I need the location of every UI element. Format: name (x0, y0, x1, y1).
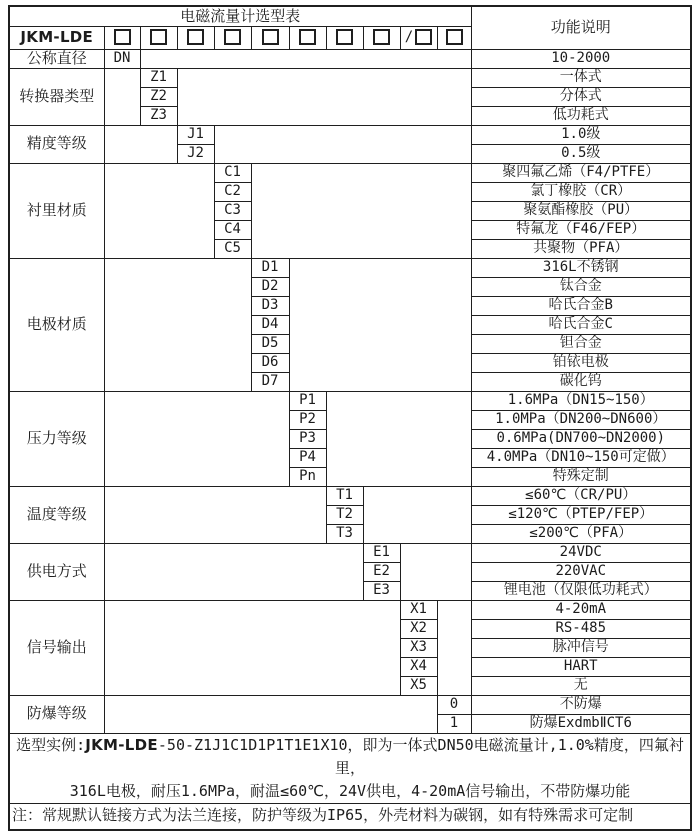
spacer-cell (437, 600, 471, 695)
model-code: JKM-LDE (9, 26, 104, 49)
option-desc: 1.0MPa（DN200~DN600） (471, 410, 691, 429)
option-code: C1 (214, 163, 251, 182)
spacer-cell (104, 258, 251, 391)
spacer-cell (104, 68, 140, 125)
category-label-lining: 衬里材质 (9, 163, 104, 258)
spacer-cell (104, 125, 177, 163)
option-desc: ≤200℃（PFA） (471, 524, 691, 543)
option-code: C5 (214, 239, 251, 258)
slash-separator: / (404, 29, 414, 46)
category-label-signal: 信号输出 (9, 600, 104, 695)
spacer-cell (363, 486, 471, 543)
option-code: 1 (437, 714, 471, 733)
option-desc: 钛合金 (471, 277, 691, 296)
option-code: Z1 (140, 68, 177, 87)
table-title: 电磁流量计选型表 (9, 6, 471, 26)
option-code: E2 (363, 562, 400, 581)
option-code: X3 (400, 638, 437, 657)
flowmeter-selection-table (8, 5, 692, 831)
option-desc: 无 (471, 676, 691, 695)
option-desc: 不防爆 (471, 695, 691, 714)
checkbox-pressure[interactable] (299, 29, 316, 45)
option-desc: 氯丁橡胶（CR） (471, 182, 691, 201)
checkbox-temperature[interactable] (336, 29, 353, 45)
checkbox-cell-lining (214, 26, 251, 49)
category-label-explosion: 防爆等级 (9, 695, 104, 733)
option-code: E1 (363, 543, 400, 562)
option-code: X5 (400, 676, 437, 695)
option-code: 0 (437, 695, 471, 714)
checkbox-power[interactable] (373, 29, 390, 45)
category-label-power: 供电方式 (9, 543, 104, 600)
option-desc: 316L不锈钢 (471, 258, 691, 277)
spacer-cell (140, 49, 471, 68)
spacer-cell (104, 600, 400, 695)
spacer-cell (104, 486, 326, 543)
option-code: X4 (400, 657, 437, 676)
option-code: C4 (214, 220, 251, 239)
option-code: P1 (289, 391, 326, 410)
option-code: P4 (289, 448, 326, 467)
option-desc: ≤60℃（CR/PU） (471, 486, 691, 505)
checkbox-electrode[interactable] (262, 29, 279, 45)
option-desc: 脉冲信号 (471, 638, 691, 657)
option-code: X1 (400, 600, 437, 619)
option-code: C2 (214, 182, 251, 201)
option-desc: 分体式 (471, 87, 691, 106)
example-model-code: JKM-LDE (85, 735, 158, 754)
spacer-cell (104, 695, 437, 733)
option-desc: 聚四氟乙烯（F4/PTFE） (471, 163, 691, 182)
option-desc: 4.0MPa（DN10~150可定做） (471, 448, 691, 467)
spacer-cell (289, 258, 471, 391)
example-line1: -50-Z1J1C1D1P1T1E1X10，即为一体式DN50电磁流量计,1.0%精度，四氟衬里， (157, 735, 684, 777)
category-label-converter: 转换器类型 (9, 68, 104, 125)
category-label-accuracy: 精度等级 (9, 125, 104, 163)
option-desc: 1.0级 (471, 125, 691, 144)
checkbox-cell-electrode (251, 26, 289, 49)
example-line2: 316L电极，耐压1.6MPa，耐温≤60℃，24V供电，4-20mA信号输出，不带防爆功能 (69, 781, 631, 800)
option-code-dn: DN (104, 49, 140, 68)
option-desc: 0.5级 (471, 144, 691, 163)
option-desc: 聚氨酯橡胶（PU） (471, 201, 691, 220)
option-code: P2 (289, 410, 326, 429)
spacer-cell (104, 163, 214, 258)
option-code: Z2 (140, 87, 177, 106)
spacer-cell (177, 68, 471, 125)
checkbox-cell-explosion (437, 26, 471, 49)
category-label-dn: 公称直径 (9, 49, 104, 68)
option-code: J2 (177, 144, 214, 163)
category-label-electrode: 电极材质 (9, 258, 104, 391)
option-desc: 220VAC (471, 562, 691, 581)
option-code: X2 (400, 619, 437, 638)
checkbox-cell-pressure (289, 26, 326, 49)
selection-example (9, 733, 691, 803)
checkbox-signal[interactable] (415, 29, 432, 45)
option-desc-dn: 10-2000 (471, 49, 691, 68)
option-desc: 0.6MPa(DN700~DN2000) (471, 429, 691, 448)
option-desc: 特氟龙（F46/FEP） (471, 220, 691, 239)
option-code: D4 (251, 315, 289, 334)
option-code: P3 (289, 429, 326, 448)
option-desc: 24VDC (471, 543, 691, 562)
spacer-cell (104, 391, 289, 486)
option-desc: HART (471, 657, 691, 676)
option-code: D6 (251, 353, 289, 372)
option-desc: 特殊定制 (471, 467, 691, 486)
spacer-cell (214, 125, 471, 163)
example-prefix: 选型实例: (16, 735, 86, 754)
footnote: 注：常规默认链接方式为法兰连接，防护等级为IP65，外壳材料为碳钢，如有特殊需求可定制 (9, 803, 691, 830)
option-code: D7 (251, 372, 289, 391)
category-label-pressure: 压力等级 (9, 391, 104, 486)
option-desc: 哈氏合金B (471, 296, 691, 315)
checkbox-cell-accuracy (177, 26, 214, 49)
spacer-cell (104, 543, 363, 600)
checkbox-accuracy[interactable] (187, 29, 204, 45)
selection-table (8, 5, 692, 831)
option-desc: 4-20mA (471, 600, 691, 619)
checkbox-cell-temperature (326, 26, 363, 49)
option-code: D1 (251, 258, 289, 277)
option-desc: 防爆ExdmbⅡCT6 (471, 714, 691, 733)
spacer-cell (400, 543, 471, 600)
checkbox-explosion[interactable] (446, 29, 463, 45)
option-code: D3 (251, 296, 289, 315)
spacer-cell (326, 391, 471, 486)
option-desc: 低功耗式 (471, 106, 691, 125)
option-code: C3 (214, 201, 251, 220)
option-desc: 钽合金 (471, 334, 691, 353)
option-code: D5 (251, 334, 289, 353)
option-code: Z3 (140, 106, 177, 125)
option-code: Pn (289, 467, 326, 486)
checkbox-cell-converter (140, 26, 177, 49)
checkbox-dn[interactable] (114, 29, 131, 45)
checkbox-lining[interactable] (224, 29, 241, 45)
option-desc: 共聚物（PFA） (471, 239, 691, 258)
option-desc: 一体式 (471, 68, 691, 87)
checkbox-converter[interactable] (150, 29, 167, 45)
option-code: T1 (326, 486, 363, 505)
checkbox-cell-signal (400, 26, 437, 49)
option-desc: 1.6MPa（DN15~150） (471, 391, 691, 410)
checkbox-cell-power (363, 26, 400, 49)
option-code: D2 (251, 277, 289, 296)
option-code: T3 (326, 524, 363, 543)
checkbox-cell-dn (104, 26, 140, 49)
option-desc: 哈氏合金C (471, 315, 691, 334)
option-desc: ≤120℃（PTEP/FEP） (471, 505, 691, 524)
option-desc: 铂铱电极 (471, 353, 691, 372)
option-code: E3 (363, 581, 400, 600)
function-column-header: 功能说明 (471, 6, 691, 49)
option-code: J1 (177, 125, 214, 144)
option-code: T2 (326, 505, 363, 524)
category-label-temperature: 温度等级 (9, 486, 104, 543)
option-desc: RS-485 (471, 619, 691, 638)
option-desc: 碳化钨 (471, 372, 691, 391)
spacer-cell (251, 163, 471, 258)
option-desc: 锂电池（仅限低功耗式） (471, 581, 691, 600)
